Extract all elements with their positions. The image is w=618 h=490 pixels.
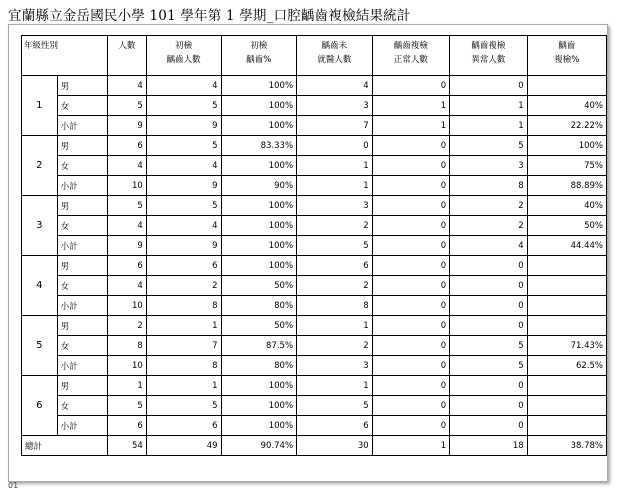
table-row	[22, 416, 607, 436]
value-cell: 0	[372, 296, 450, 316]
value-cell: 1	[107, 376, 146, 396]
sex-cell: 女	[57, 276, 107, 296]
value-cell: 10	[107, 176, 146, 196]
value-cell: 0	[372, 236, 450, 256]
value-cell: 50%	[221, 316, 297, 336]
value-cell: 2	[297, 336, 373, 356]
value-cell: 0	[450, 256, 528, 276]
column-header: 人數	[107, 36, 146, 76]
value-cell: 4	[107, 76, 146, 96]
value-cell: 9	[146, 176, 221, 196]
value-cell: 10	[107, 356, 146, 376]
value-cell: 44.44%	[527, 236, 606, 256]
grade-cell: 2	[22, 136, 58, 196]
value-cell: 90%	[221, 176, 297, 196]
total-value-cell: 49	[146, 436, 221, 456]
value-cell: 100%	[221, 236, 297, 256]
value-cell: 10	[107, 296, 146, 316]
column-header: 齲齒 複檢%	[527, 36, 606, 76]
header-row	[22, 36, 607, 76]
total-value-cell: 1	[372, 436, 450, 456]
table-row	[22, 76, 607, 96]
grade-cell: 5	[22, 316, 58, 376]
value-cell	[527, 276, 606, 296]
grade-cell: 3	[22, 196, 58, 256]
sex-cell: 女	[57, 96, 107, 116]
value-cell: 5	[450, 336, 528, 356]
value-cell: 100%	[221, 256, 297, 276]
sex-cell: 女	[57, 156, 107, 176]
value-cell: 100%	[221, 116, 297, 136]
value-cell: 100%	[221, 156, 297, 176]
table-row	[22, 196, 607, 216]
value-cell: 88.89%	[527, 176, 606, 196]
value-cell: 6	[146, 256, 221, 276]
value-cell: 0	[372, 336, 450, 356]
table-row	[22, 356, 607, 376]
table-row	[22, 236, 607, 256]
value-cell: 0	[372, 376, 450, 396]
table-row	[22, 316, 607, 336]
value-cell: 4	[450, 236, 528, 256]
value-cell: 100%	[221, 216, 297, 236]
value-cell	[527, 76, 606, 96]
value-cell: 0	[297, 136, 373, 156]
value-cell	[527, 376, 606, 396]
value-cell: 1	[450, 116, 528, 136]
total-value-cell: 30	[297, 436, 373, 456]
value-cell: 0	[450, 76, 528, 96]
column-header: 齲齒未 就醫人數	[297, 36, 373, 76]
sex-cell: 小計	[57, 416, 107, 436]
sex-cell: 男	[57, 376, 107, 396]
table-row	[22, 256, 607, 276]
value-cell: 80%	[221, 356, 297, 376]
value-cell: 1	[297, 156, 373, 176]
value-cell: 3	[297, 96, 373, 116]
value-cell: 80%	[221, 296, 297, 316]
value-cell: 1	[146, 376, 221, 396]
value-cell: 0	[372, 276, 450, 296]
column-header: 初檢 齲齒%	[221, 36, 297, 76]
value-cell: 7	[146, 336, 221, 356]
table-row	[22, 336, 607, 356]
value-cell: 0	[372, 356, 450, 376]
grade-cell: 1	[22, 76, 58, 136]
sex-cell: 男	[57, 196, 107, 216]
value-cell: 2	[297, 216, 373, 236]
value-cell: 0	[450, 416, 528, 436]
total-value-cell: 90.74%	[221, 436, 297, 456]
total-value-cell: 18	[450, 436, 528, 456]
value-cell: 6	[297, 256, 373, 276]
table-row	[22, 396, 607, 416]
value-cell: 0	[372, 396, 450, 416]
column-header: 年級性別	[22, 36, 108, 76]
value-cell: 5	[146, 96, 221, 116]
value-cell	[527, 256, 606, 276]
value-cell: 5	[146, 396, 221, 416]
table-row	[22, 276, 607, 296]
sex-cell: 女	[57, 216, 107, 236]
value-cell: 100%	[221, 76, 297, 96]
value-cell: 8	[146, 296, 221, 316]
value-cell: 1	[372, 116, 450, 136]
sex-cell: 小計	[57, 356, 107, 376]
total-label: 總計	[22, 436, 108, 456]
value-cell: 40%	[527, 96, 606, 116]
value-cell: 6	[297, 416, 373, 436]
sex-cell: 小計	[57, 296, 107, 316]
table-row	[22, 96, 607, 116]
sex-cell: 小計	[57, 236, 107, 256]
total-value-cell: 38.78%	[527, 436, 606, 456]
sex-cell: 男	[57, 76, 107, 96]
value-cell: 71.43%	[527, 336, 606, 356]
value-cell: 87.5%	[221, 336, 297, 356]
value-cell: 2	[450, 216, 528, 236]
value-cell: 5	[146, 136, 221, 156]
table-row	[22, 176, 607, 196]
sex-cell: 男	[57, 316, 107, 336]
results-table	[21, 35, 607, 456]
total-value-cell: 54	[107, 436, 146, 456]
table-row	[22, 136, 607, 156]
value-cell: 0	[450, 316, 528, 336]
table-row	[22, 156, 607, 176]
grade-cell: 6	[22, 376, 58, 436]
value-cell: 1	[372, 96, 450, 116]
page-title: 宜蘭縣立金岳國民小學 101 學年第 1 學期_口腔齲齒複檢結果統計	[8, 8, 411, 24]
value-cell: 8	[450, 176, 528, 196]
table-frame	[8, 24, 608, 482]
value-cell: 100%	[221, 96, 297, 116]
table-row	[22, 216, 607, 236]
value-cell: 0	[450, 296, 528, 316]
sex-cell: 男	[57, 136, 107, 156]
column-header: 初檢 齲齒人數	[146, 36, 221, 76]
value-cell: 0	[372, 416, 450, 436]
value-cell: 2	[297, 276, 373, 296]
value-cell: 5	[450, 136, 528, 156]
value-cell: 100%	[221, 376, 297, 396]
value-cell: 8	[146, 356, 221, 376]
value-cell: 0	[450, 276, 528, 296]
value-cell	[527, 316, 606, 336]
sex-cell: 女	[57, 396, 107, 416]
value-cell: 50%	[527, 216, 606, 236]
value-cell: 0	[372, 216, 450, 236]
value-cell: 0	[372, 176, 450, 196]
value-cell: 2	[146, 276, 221, 296]
value-cell: 5	[297, 236, 373, 256]
value-cell: 100%	[221, 416, 297, 436]
value-cell: 1	[450, 96, 528, 116]
value-cell: 0	[372, 196, 450, 216]
column-header: 齲齒複檢 異常人數	[450, 36, 528, 76]
value-cell: 5	[146, 196, 221, 216]
value-cell	[527, 296, 606, 316]
value-cell: 0	[372, 156, 450, 176]
value-cell: 0	[372, 316, 450, 336]
sex-cell: 小計	[57, 116, 107, 136]
value-cell: 4	[146, 156, 221, 176]
value-cell: 4	[146, 76, 221, 96]
value-cell: 3	[297, 356, 373, 376]
value-cell: 6	[146, 416, 221, 436]
column-header: 齲齒複檢 正常人數	[372, 36, 450, 76]
table-body	[22, 76, 607, 456]
value-cell: 62.5%	[527, 356, 606, 376]
value-cell: 4	[107, 216, 146, 236]
value-cell: 100%	[221, 196, 297, 216]
value-cell: 9	[146, 236, 221, 256]
value-cell: 4	[146, 216, 221, 236]
value-cell: 1	[297, 176, 373, 196]
value-cell: 1	[297, 376, 373, 396]
value-cell: 75%	[527, 156, 606, 176]
value-cell: 5	[107, 396, 146, 416]
value-cell: 4	[107, 156, 146, 176]
value-cell: 0	[372, 76, 450, 96]
value-cell: 0	[372, 136, 450, 156]
value-cell: 6	[107, 136, 146, 156]
value-cell: 50%	[221, 276, 297, 296]
total-row	[22, 436, 607, 456]
status-bar-text: 01	[8, 481, 19, 490]
value-cell: 22.22%	[527, 116, 606, 136]
value-cell: 0	[372, 256, 450, 276]
value-cell: 2	[450, 196, 528, 216]
value-cell: 8	[297, 296, 373, 316]
value-cell: 7	[297, 116, 373, 136]
value-cell: 40%	[527, 196, 606, 216]
table-row	[22, 116, 607, 136]
value-cell: 6	[107, 416, 146, 436]
value-cell: 9	[107, 116, 146, 136]
value-cell: 5	[107, 196, 146, 216]
sex-cell: 女	[57, 336, 107, 356]
value-cell: 4	[297, 76, 373, 96]
sex-cell: 小計	[57, 176, 107, 196]
value-cell: 4	[107, 276, 146, 296]
sex-cell: 男	[57, 256, 107, 276]
value-cell: 9	[107, 236, 146, 256]
value-cell: 3	[297, 196, 373, 216]
value-cell: 5	[107, 96, 146, 116]
value-cell: 83.33%	[221, 136, 297, 156]
value-cell	[527, 396, 606, 416]
value-cell: 5	[450, 356, 528, 376]
value-cell	[527, 416, 606, 436]
grade-cell: 4	[22, 256, 58, 316]
table-row	[22, 296, 607, 316]
value-cell: 8	[107, 336, 146, 356]
value-cell: 0	[450, 376, 528, 396]
table-row	[22, 376, 607, 396]
value-cell: 6	[107, 256, 146, 276]
value-cell: 1	[297, 316, 373, 336]
value-cell: 2	[107, 316, 146, 336]
value-cell: 3	[450, 156, 528, 176]
value-cell: 0	[450, 396, 528, 416]
value-cell: 1	[146, 316, 221, 336]
value-cell: 9	[146, 116, 221, 136]
value-cell: 100%	[221, 396, 297, 416]
value-cell: 100%	[527, 136, 606, 156]
value-cell: 5	[297, 396, 373, 416]
